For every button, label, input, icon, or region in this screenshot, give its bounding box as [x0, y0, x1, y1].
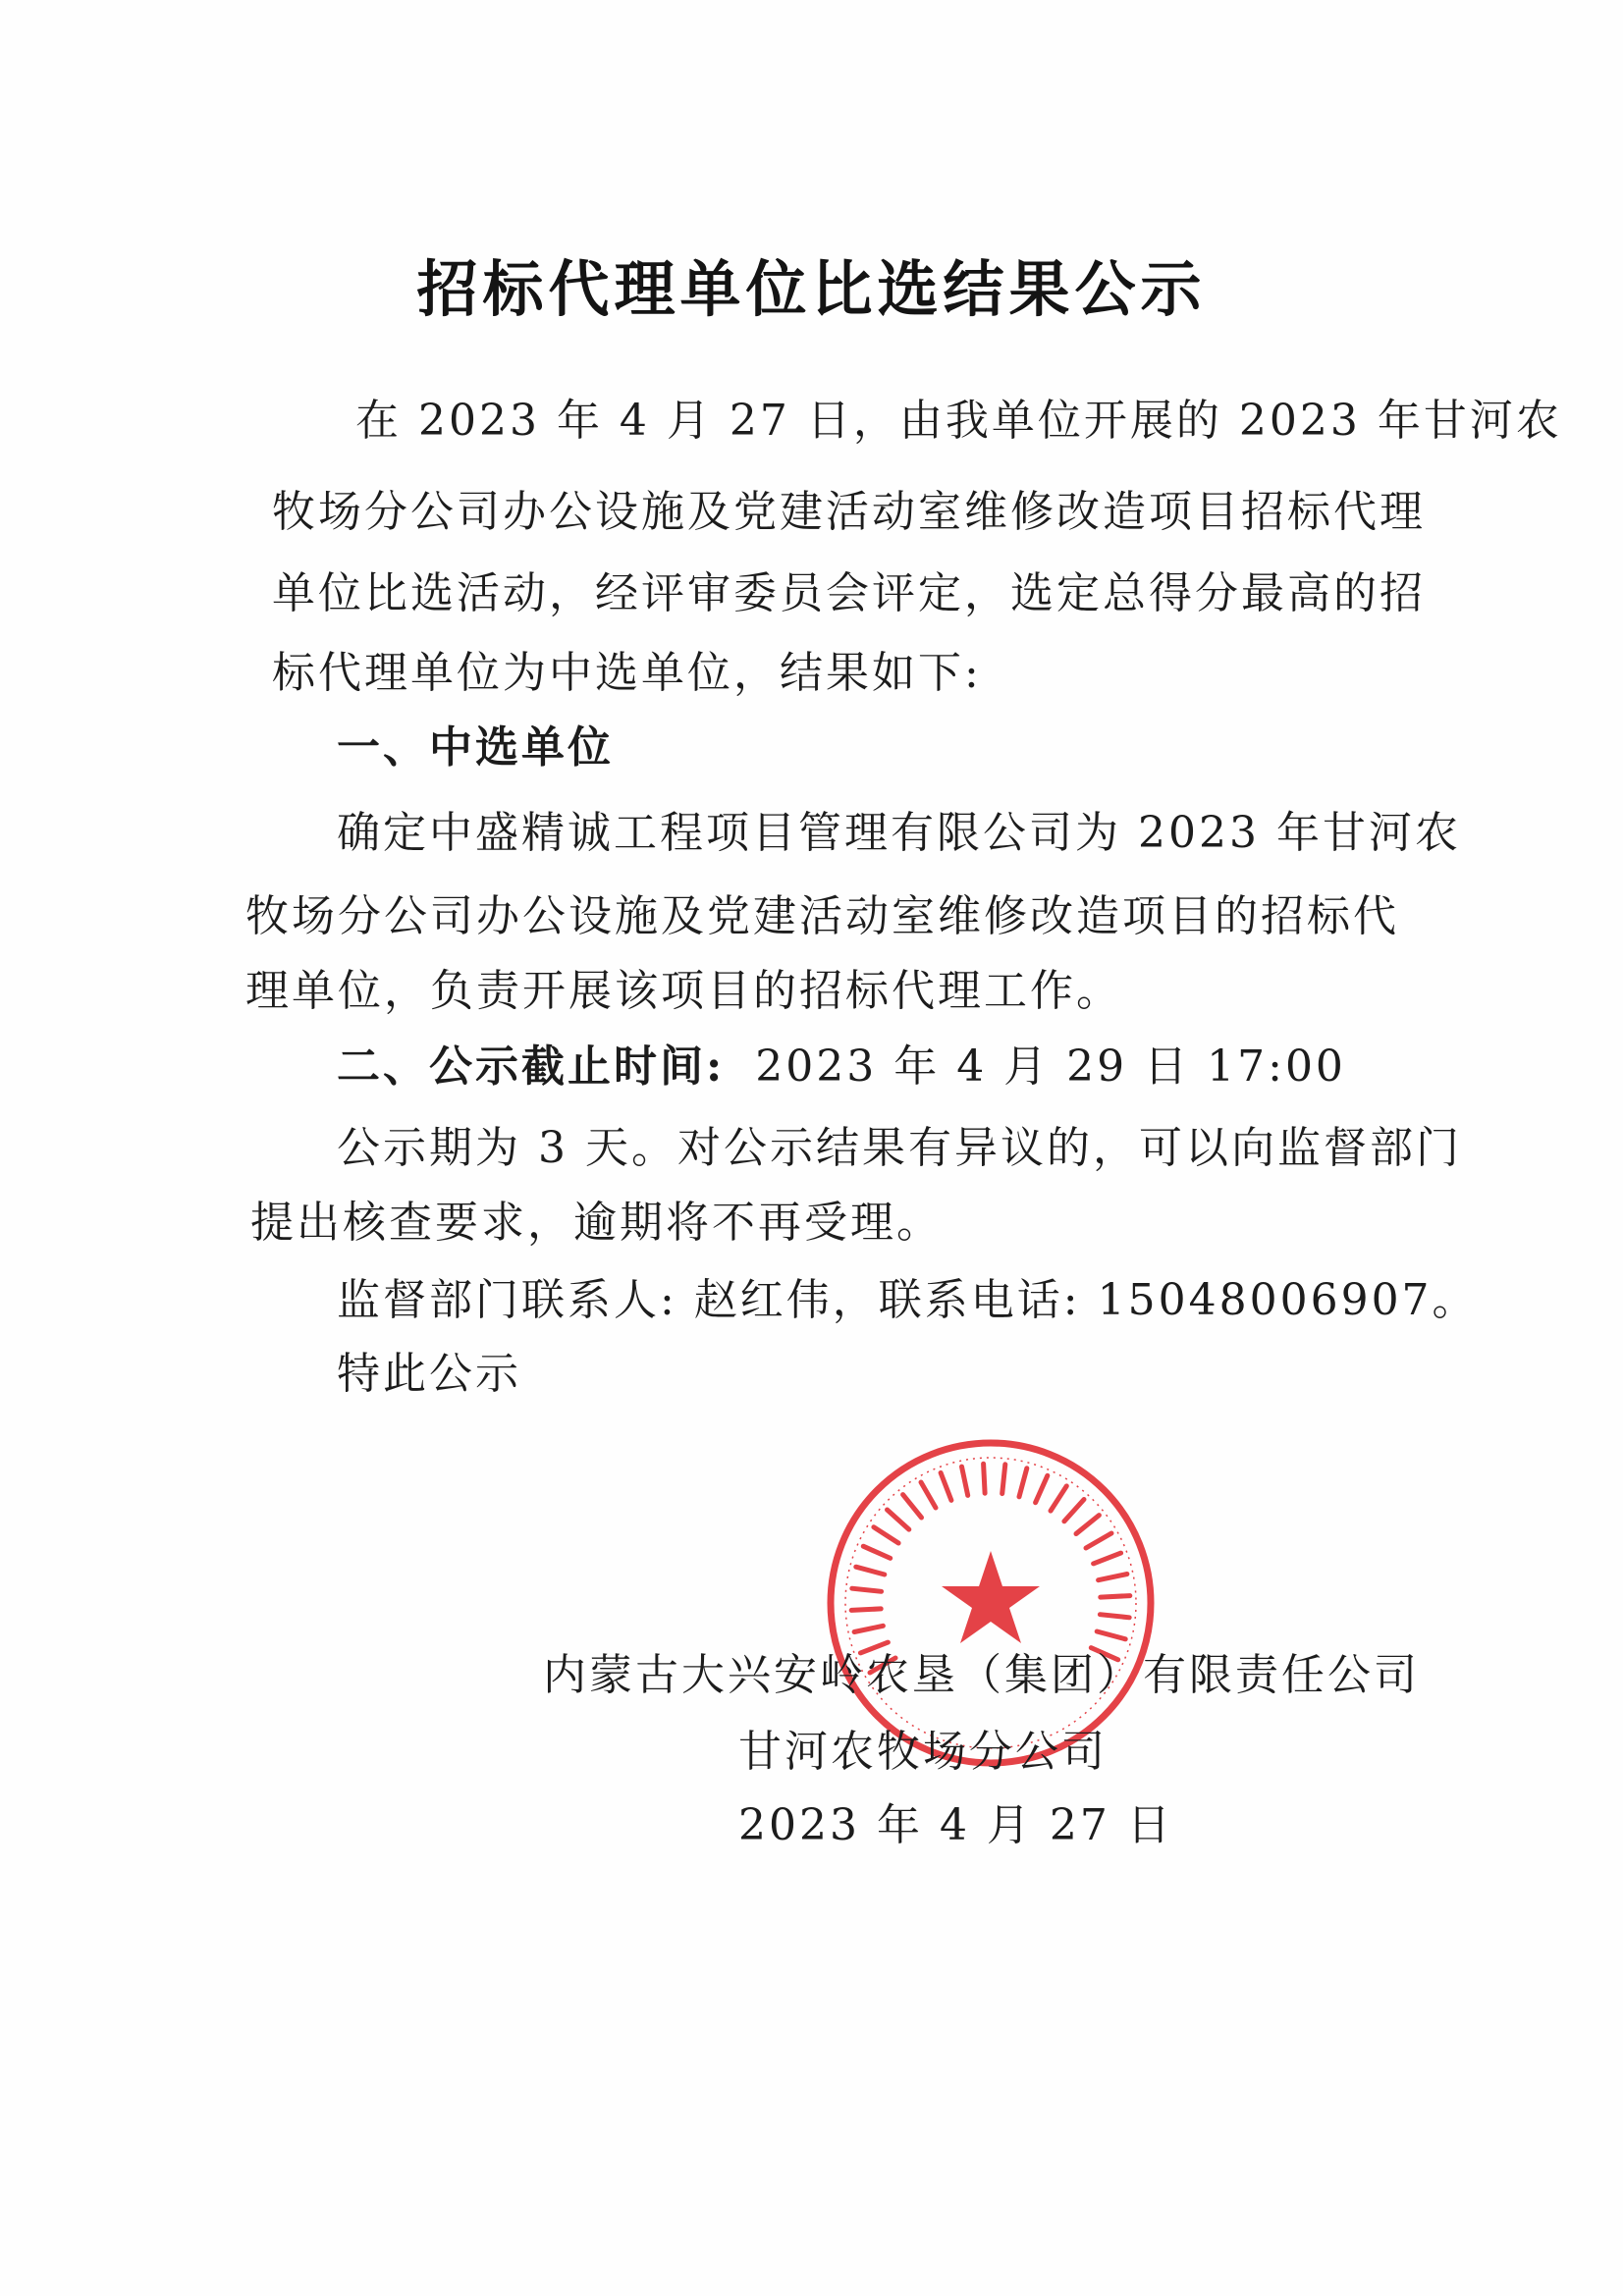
red-official-seal [823, 1435, 1159, 1771]
issue-date: 2023 年 4 月 27 日 [738, 1800, 1173, 1850]
seal-arc-stroke [888, 1510, 909, 1529]
seal-arc-stroke [856, 1567, 885, 1575]
seal-arc-stroke [863, 1546, 890, 1558]
closing-text: 特此公示 [337, 1349, 521, 1399]
section1-line-1: 确定中盛精诚工程项目管理有限公司为 2023 年甘河农 [337, 808, 1461, 858]
seal-arc-stroke [1076, 1516, 1099, 1534]
seal-arc-stroke [874, 1527, 898, 1543]
issuer-line-2: 甘河农牧场分公司 [738, 1727, 1108, 1777]
seal-arc-stroke [903, 1495, 922, 1518]
intro-line-1: 在 2023 年 4 月 27 日，由我单位开展的 2023 年甘河农 [355, 396, 1562, 446]
section1-line-2: 牧场分公司办公设施及党建活动室维修改造项目的招标代 [245, 891, 1399, 941]
seal-arc-stroke [854, 1626, 883, 1631]
seal-arc-stroke [962, 1467, 968, 1495]
intro-line-3: 单位比选活动，经评审委员会评定，选定总得分最高的招 [272, 568, 1426, 618]
seal-arc-stroke [921, 1482, 936, 1508]
seal-arc-stroke [1094, 1553, 1121, 1564]
seal-arc-stroke [1019, 1468, 1027, 1497]
section2-line-1: 公示期为 3 天。对公示结果有异议的，可以向监督部门 [337, 1123, 1462, 1173]
seal-star-icon [942, 1551, 1040, 1643]
seal-arc-stroke [984, 1464, 986, 1493]
section2-heading: 二、公示截止时间: [337, 1041, 726, 1092]
intro-line-2: 牧场分公司办公设施及党建活动室维修改造项目招标代理 [272, 487, 1426, 537]
seal-arc-stroke [1036, 1475, 1048, 1502]
contact-line: 监督部门联系人: 赵红伟，联系电话: 15048006907。 [337, 1275, 1479, 1325]
section2-line-2: 提出核查要求，逾期将不再受理。 [250, 1198, 943, 1248]
section1-heading: 一、中选单位 [337, 722, 614, 773]
seal-arc-stroke [851, 1609, 881, 1611]
intro-line-4: 标代理单位为中选单位，结果如下: [272, 648, 982, 698]
seal-arc-stroke [1064, 1500, 1084, 1522]
seal-arc-stroke [1100, 1615, 1129, 1618]
seal-arc-stroke [1002, 1465, 1005, 1494]
seal-arc-stroke [1099, 1575, 1127, 1580]
seal-arc-stroke [1086, 1533, 1111, 1548]
section2-row [337, 1041, 1346, 1092]
seal-arc-stroke [1051, 1486, 1066, 1511]
seal-arc-stroke [1097, 1631, 1125, 1639]
issuer-line-1: 内蒙古大兴安岭农垦（集团）有限责任公司 [543, 1650, 1420, 1700]
seal-arc-stroke [941, 1472, 951, 1500]
document-title: 招标代理单位比选结果公示 [416, 253, 1207, 325]
seal-arc-stroke [1101, 1596, 1130, 1598]
section1-line-3: 理单位，负责开展该项目的招标代理工作。 [245, 966, 1122, 1016]
seal-arc-stroke [852, 1588, 882, 1591]
section2-deadline: 2023 年 4 月 29 日 17:00 [755, 1041, 1346, 1092]
